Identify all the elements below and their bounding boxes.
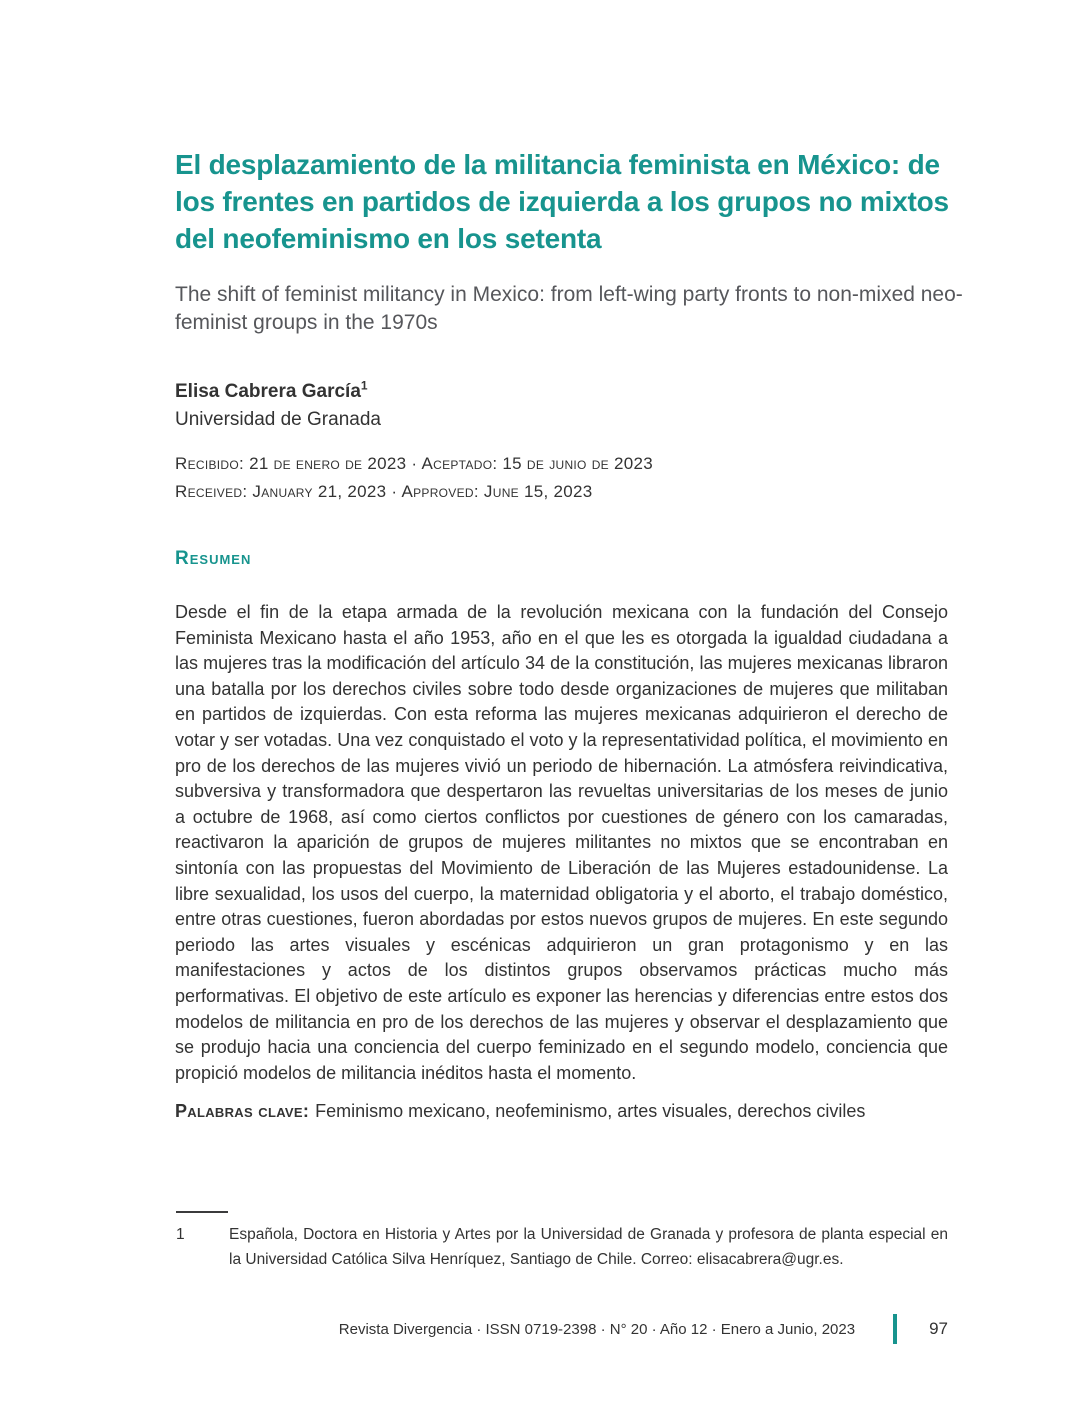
received-approved-line-english: Received: January 21, 2023 · Approved: June 15, 2023 [175, 482, 593, 501]
dates-block [175, 450, 653, 506]
footnote-rule [176, 1211, 228, 1213]
article-title-english: The shift of feminist militancy in Mexico: from left-wing party fronts to non-mixed neo-feminist groups in the 1970s [175, 283, 963, 334]
article-title-spanish: El desplazamiento de la militancia feminista en México: de los frentes en partidos de izquierda a los grupos no mixtos del neofeminismo en los setenta [175, 149, 949, 254]
author-footnote-ref: 1 [360, 378, 368, 393]
journal-info-line: Revista Divergencia · ISSN 0719-2398 · N° 20 · Año 12 · Enero a Junio, 2023 [338, 1320, 856, 1338]
footer-divider-bar [893, 1314, 897, 1344]
abstract-text: Desde el fin de la etapa armada de la revolución mexicana con la fundación del Consejo Feminista Mexicano hasta el año 1953, año en el que les es otorgada la igualdad ciudadana a las mujeres tras la modificación del artículo 34 de la constitución, las mujeres mexicanas libraron una batalla por los derechos civiles sobre todo desde organizaciones de mujeres que militaban en partidos de izquierdas. Con esta reforma las mujeres mexicanas adquirieron el derecho de votar y ser votadas. Una vez conquistado el voto y la representatividad política, el movimiento en pro de los derechos de las mujeres vivió un periodo de hibernación. La atmósfera reivindicativa, subversiva y transformadora que despertaron las revueltas universitarias de los meses de junio a octubre de 1968, así como ciertos conflictos por cuestiones de género con los camaradas, reactivaron la aparición de grupos de mujeres militantes no mixtos que se encontraban en sintonía con las propuestas del Movimiento de Liberación de las Mujeres estadounidense. La libre sexualidad, los usos del cuerpo, la maternidad obligatoria y el aborto, el trabajo doméstico, entre otras cuestiones, fueron abordadas por estos nuevos grupos de mujeres. En este segundo periodo las artes visuales y escénicas adquirieron un gran protagonismo y en las manifestaciones y actos de los distintos grupos observamos prácticas mucho más performativas. El objetivo de este artículo es exponer las herencias y diferencias entre estos dos modelos de militancia en pro de los derechos de las mujeres y observar el desplazamiento que se produjo hacia una conciencia del cuerpo feminizado en el segundo modelo, conciencia que propició modelos de militancia inéditos hasta el momento. [175, 602, 948, 1083]
page-footer [339, 1314, 948, 1344]
keywords-label: Palabras clave: [175, 1101, 310, 1121]
page-number: 97 [929, 1319, 948, 1338]
received-accepted-line-spanish: Recibido: 21 de enero de 2023 · Aceptado: 15 de junio de 2023 [175, 454, 654, 473]
author-name-text: Elisa Cabrera García [175, 381, 361, 402]
author-block [175, 378, 381, 434]
keywords-text: Feminismo mexicano, neofeminismo, artes visuales, derechos civiles [315, 1101, 866, 1121]
footnote [176, 1222, 948, 1272]
author-affiliation: Universidad de Granada [175, 409, 381, 430]
keywords-line [175, 1099, 948, 1124]
author-name [175, 378, 381, 406]
abstract-heading: Resumen [175, 548, 252, 569]
footnote-marker: 1 [176, 1226, 185, 1243]
footnote-text: Española, Doctora en Historia y Artes por la Universidad de Granada y profesora de planta especial en la Universidad Católica Silva Henríquez, Santiago de Chile. Correo: elisacabrera@ugr.es. [229, 1226, 948, 1268]
